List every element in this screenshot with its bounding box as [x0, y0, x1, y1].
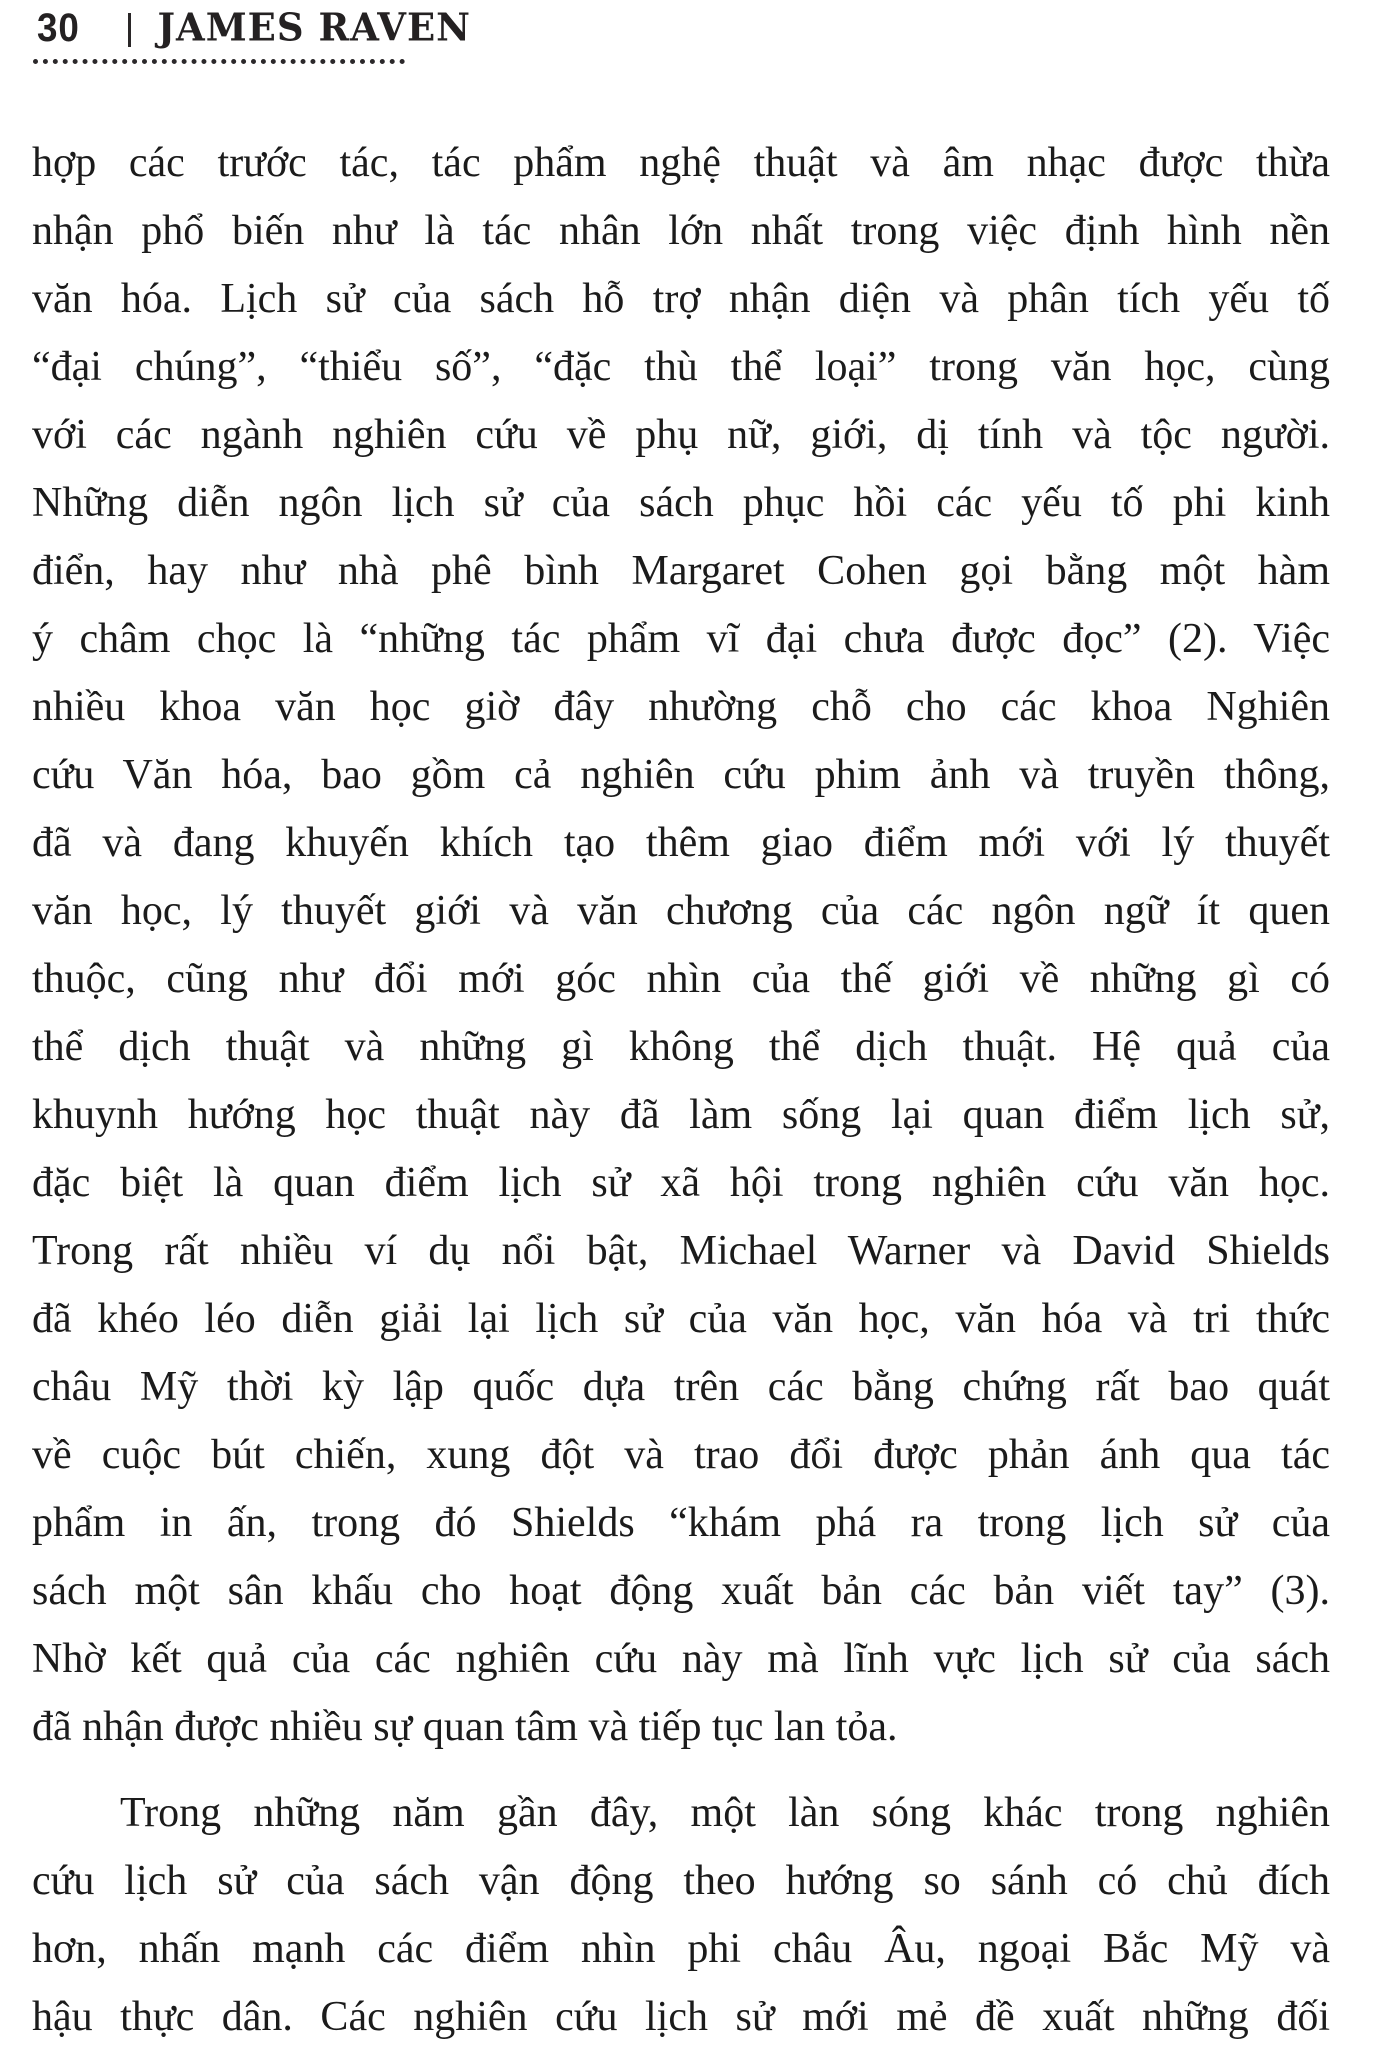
text-line: khuynh hướng học thuật này đã làm sống lại quan điểm lịch sử, [32, 1092, 1330, 1138]
text-line: Nhờ kết quả của các nghiên cứu này mà lĩnh vực lịch sử của sách [32, 1636, 1330, 1682]
text-line: phẩm in ấn, trong đó Shields “khám phá ra trong lịch sử của [32, 1500, 1330, 1546]
text-line: đặc biệt là quan điểm lịch sử xã hội trong nghiên cứu văn học. [32, 1160, 1330, 1206]
dotted-divider [33, 40, 405, 64]
text-line: với các ngành nghiên cứu về phụ nữ, giới, dị tính và tộc người. [32, 412, 1330, 458]
text-line: ý châm chọc là “những tác phẩm vĩ đại chưa được đọc” (2). Việc [32, 616, 1330, 662]
text-line: Những diễn ngôn lịch sử của sách phục hồi các yếu tố phi kinh [32, 480, 1330, 526]
text-line: cứu Văn hóa, bao gồm cả nghiên cứu phim ảnh và truyền thông, [32, 752, 1330, 798]
text-line: hợp các trước tác, tác phẩm nghệ thuật và âm nhạc được thừa [32, 140, 1330, 186]
text-line: châu Mỹ thời kỳ lập quốc dựa trên các bằng chứng rất bao quát [32, 1364, 1330, 1410]
text-line: văn hóa. Lịch sử của sách hỗ trợ nhận diện và phân tích yếu tố [32, 276, 1330, 322]
text-line: đã khéo léo diễn giải lại lịch sử của văn học, văn hóa và tri thức [32, 1296, 1330, 1342]
text-line: Trong rất nhiều ví dụ nổi bật, Michael Warner và David Shields [32, 1228, 1330, 1274]
text-line: điển, hay như nhà phê bình Margaret Cohen gọi bằng một hàm [32, 548, 1330, 594]
paragraph [32, 1779, 1330, 2051]
body-text [32, 129, 1330, 2051]
text-line: cứu lịch sử của sách vận động theo hướng so sánh có chủ đích [32, 1858, 1330, 1904]
text-line: đã và đang khuyến khích tạo thêm giao điểm mới với lý thuyết [32, 820, 1330, 866]
text-line: đã nhận được nhiều sự quan tâm và tiếp tục lan tỏa. [32, 1704, 898, 1750]
running-header-author: JAMES RAVEN [157, 4, 471, 51]
text-line: “đại chúng”, “thiểu số”, “đặc thù thể loại” trong văn học, cùng [32, 344, 1330, 390]
text-line: văn học, lý thuyết giới và văn chương của các ngôn ngữ ít quen [32, 888, 1330, 934]
text-line: thuộc, cũng như đổi mới góc nhìn của thế giới về những gì có [32, 956, 1330, 1002]
text-line: về cuộc bút chiến, xung đột và trao đổi được phản ánh qua tác [32, 1432, 1330, 1478]
text-line: thể dịch thuật và những gì không thể dịch thuật. Hệ quả của [32, 1024, 1330, 1070]
paragraph [32, 129, 1330, 1761]
text-line: hậu thực dân. Các nghiên cứu lịch sử mới mẻ đề xuất những đối [32, 1994, 1330, 2040]
text-line: nhiều khoa văn học giờ đây nhường chỗ cho các khoa Nghiên [32, 684, 1330, 730]
page-number: 30 [37, 6, 80, 50]
text-line: sách một sân khấu cho hoạt động xuất bản các bản viết tay” (3). [32, 1568, 1330, 1614]
text-line: Trong những năm gần đây, một làn sóng khác trong nghiên [120, 1790, 1330, 1836]
text-line: hơn, nhấn mạnh các điểm nhìn phi châu Âu, ngoại Bắc Mỹ và [32, 1926, 1330, 1972]
text-line: nhận phổ biến như là tác nhân lớn nhất trong việc định hình nền [32, 208, 1330, 254]
